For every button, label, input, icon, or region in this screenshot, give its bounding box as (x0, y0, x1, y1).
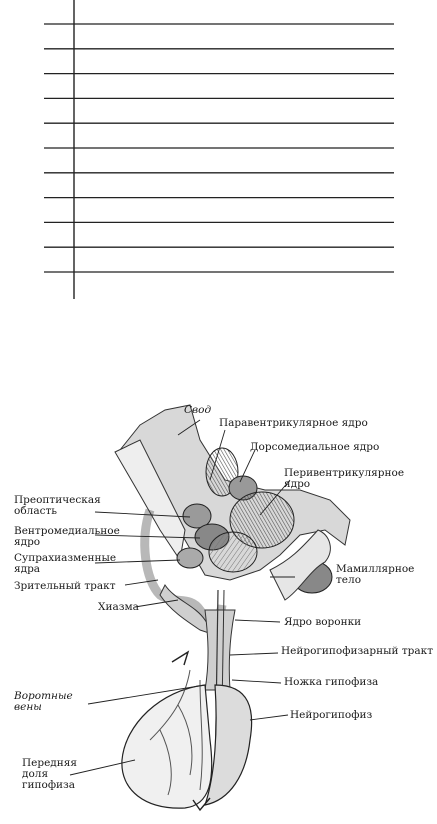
vessel-arrow-top (172, 652, 188, 665)
label-pituitary-stalk: Ножка гипофиза (284, 676, 379, 688)
hypothalamus-pituitary-diagram (0, 380, 437, 820)
label-infundibular-nucleus: Ядро воронки (284, 616, 362, 628)
label-periventricular-nucleus: Перивентрикулярное ядро (284, 467, 405, 490)
label-dorsomedial-nucleus: Дорсомедиальное ядро (250, 441, 380, 453)
ruled-table (0, 0, 437, 310)
neurohypophysis-shape (205, 685, 252, 805)
table-grid (0, 0, 437, 310)
label-suprachiasmatic-nuclei: Супрахиазменные ядра (14, 552, 117, 575)
label-neurohypophysis: Нейрогипофиз (290, 709, 373, 721)
label-neurohypophyseal-tract: Нейрогипофизарный тракт (281, 645, 434, 657)
label-paraventricular-nucleus: Паравентрикулярное ядро (219, 417, 368, 429)
pituitary-stalk (205, 610, 235, 690)
suprachiasmatic-nuclei (177, 548, 203, 568)
label-svod: Свод (184, 404, 212, 416)
label-chiasm: Хиазма (98, 601, 139, 613)
label-portal-veins: Воротные вены (14, 690, 73, 713)
label-optic-tract: Зрительный тракт (14, 580, 116, 592)
label-preoptic-area: Преоптическая область (14, 494, 101, 517)
label-ventromedial-nucleus: Вентромедиальное ядро (14, 525, 120, 548)
label-anterior-lobe: Передняя доля гипофиза (22, 757, 78, 791)
central-nucleus-mass (209, 532, 257, 572)
label-mamillary-body: Мамиллярное тело (336, 563, 415, 586)
